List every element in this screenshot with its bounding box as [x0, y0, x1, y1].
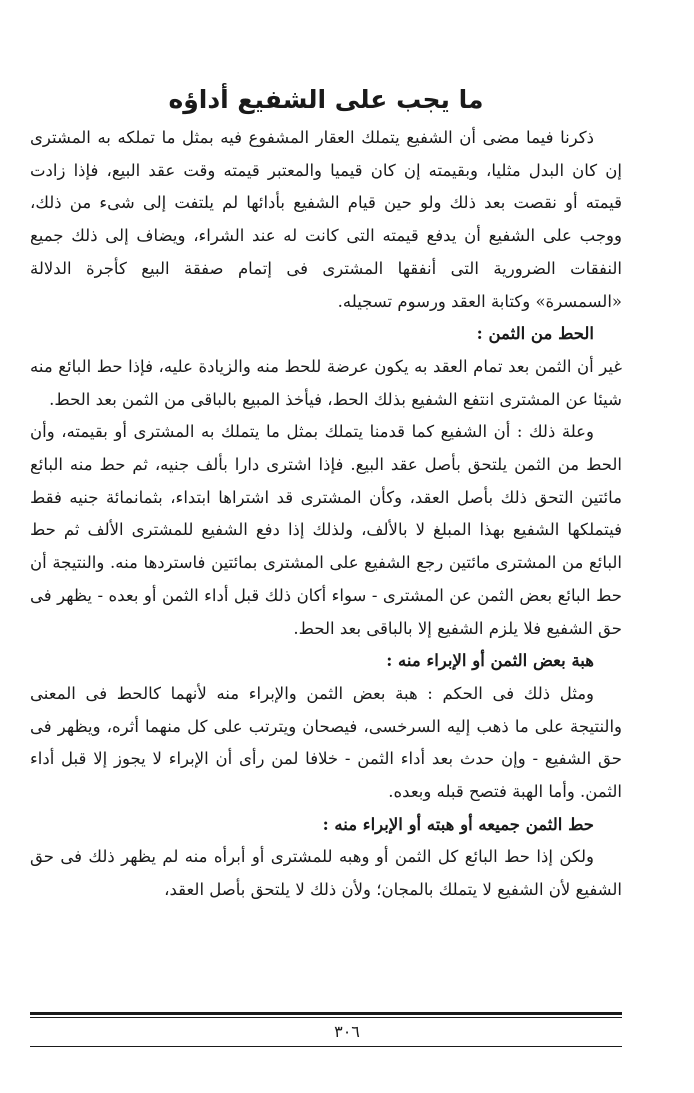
- section-heading-full-price: حط الثمن جميعه أو هبته أو الإبراء منه :: [322, 814, 594, 834]
- paragraph-intro: ذكرنا فيما مضى أن الشفيع يتملك العقار المشفوع فيه بمثل ما تملكه به المشترى إن كان البدل مثليا، وبقيمته إن كان قيميا والمعتبر قيمته وقت عقد البيع، فإذا زادت قيمته أو نقصت بعد ذلك ولو حين قيام الشفيع بأدائها لم يلتفت إلى شىء من ذلك، ووجب على الشفيع أن يدفع قيمته التى كانت له عند الشراء، ويضاف إلى ذلك جميع النفقات الضرورية التى أنفقها المشترى فى إتمام صفقة البيع كأجرة الدلالة «السمسرة» وكتابة العقد ورسوم تسجيله.: [30, 128, 622, 311]
- paragraph-price-reduction: غير أن الثمن بعد تمام العقد به يكون عرضة للحط منه والزيادة عليه، فإذا حط البائع منه شيئا عن المشترى انتفع الشفيع بذلك الحط، فيأخذ المبيع بالباقى من الثمن بعد الحط.: [30, 356, 622, 409]
- section-heading-price-reduction: الحط من الثمن :: [476, 324, 594, 344]
- footer-divider-thick: [30, 1012, 622, 1015]
- section-heading-gift-or-release: هبة بعض الثمن أو الإبراء منه :: [386, 651, 594, 671]
- page-body: [30, 78, 622, 907]
- footer-divider-bottom: [30, 1046, 622, 1047]
- paragraph-gift-or-release: ومثل ذلك فى الحكم : هبة بعض الثمن والإبراء منه لأنهما كالحط فى المعنى والنتيجة على ما ذهب إليه السرخسى، فيصحان ويترتب على كل منهما أثره، ويظهر فى حق الشفيع - وإن حدث بعد أداء الثمن - خلافا لمن رأى أن الإبراء لا يجوز إلا قبل أداء الثمن. وأما الهبة فتصح قبله وبعده.: [30, 683, 622, 802]
- page-number: ٣٠٦: [334, 1022, 360, 1041]
- page-title: ما يجب على الشفيع أداؤه: [168, 85, 484, 114]
- footer-divider-thin: [30, 1017, 622, 1018]
- paragraph-full-price: ولكن إذا حط البائع كل الثمن أو وهبه للمشترى أو أبرأه منه لم يظهر ذلك فى حق الشفيع لأن الشفيع لا يتملك بالمجان؛ ولأن ذلك لا يلتحق بأصل العقد،: [30, 847, 622, 900]
- paragraph-price-reduction-reason: وعلة ذلك : أن الشفيع كما قدمنا يتملك بمثل ما يتملك به المشترى أو بقيمته، وأن الحط من الثمن يلتحق بأصل عقد البيع. فإذا اشترى دارا بألف جنيه، ثم حط منه البائع مائتين التحق ذلك بأصل العقد، وكأن المشترى قد اشتراها ابتداء، بثمانمائة جنيه فقط فيتملكها الشفيع بهذا المبلغ لا بالألف، ولذلك إذا دفع الشفيع للمشترى الألف ثم حط البائع من المشترى مائتين رجع الشفيع على المشترى بمائتين فاستردها منه. والنتيجة أن حط البائع بعض الثمن عن المشترى - سواء أكان ذلك قبل أداء الثمن أو بعده - يظهر فى حق الشفيع فلا يلزم الشفيع إلا بالباقى بعد الحط.: [30, 422, 622, 638]
